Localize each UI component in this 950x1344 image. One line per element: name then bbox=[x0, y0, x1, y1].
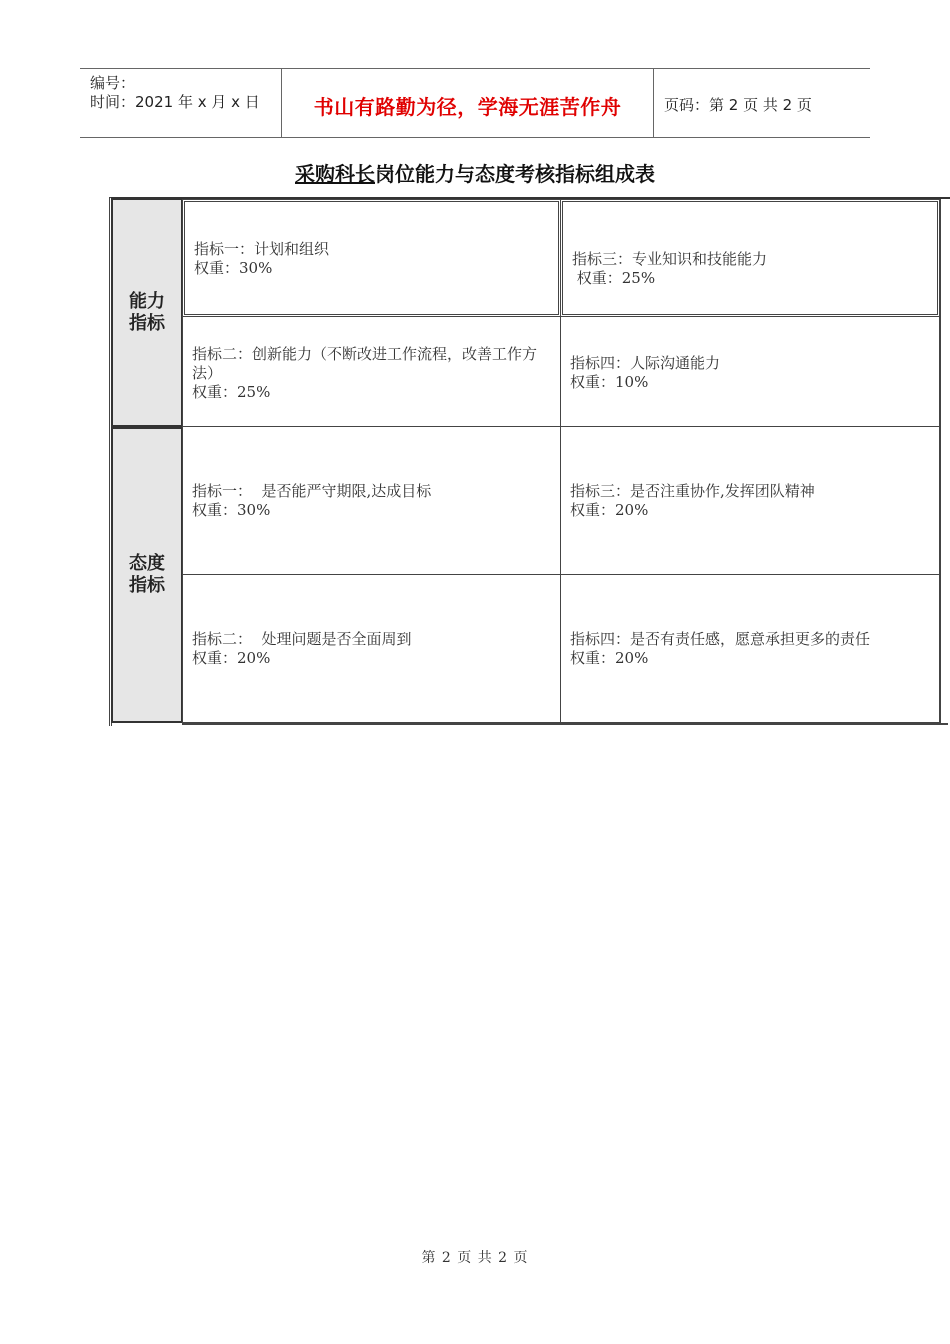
indicator-weight: 权重：10% bbox=[570, 373, 649, 391]
page-title bbox=[0, 158, 950, 187]
date-line: 时间：2021 年 x 月 x 日 bbox=[90, 93, 260, 111]
page-footer: 第 2 页 共 2 页 bbox=[421, 1250, 529, 1266]
indicator-cell bbox=[560, 316, 940, 427]
indicator-weight: 权重：25% bbox=[572, 269, 656, 287]
indicator-cell bbox=[560, 574, 940, 723]
indicator-weight: 权重：20% bbox=[570, 649, 649, 667]
motto-text: 书山有路勤为径，学海无涯苦作舟 bbox=[313, 95, 622, 119]
indicator-weight: 权重：25% bbox=[192, 383, 271, 401]
indicator-name: 指标一：计划和组织 bbox=[194, 240, 330, 258]
title-position: 采购科长 bbox=[295, 162, 375, 186]
indicator-cell bbox=[182, 316, 561, 427]
table-bottom-edge bbox=[182, 723, 948, 725]
page-code: 页码：第 2 页 共 2 页 bbox=[664, 96, 812, 114]
indicator-cell bbox=[182, 574, 561, 723]
indicator-name: 指标三：是否注重协作,发挥团队精神 bbox=[570, 482, 815, 500]
indicator-name: 指标四：是否有责任感，愿意承担更多的责任 bbox=[570, 630, 871, 648]
indicator-weight: 权重：30% bbox=[194, 259, 273, 277]
indicator-weight: 权重：20% bbox=[570, 501, 649, 519]
indicator-cell bbox=[560, 199, 940, 317]
section-label-text: 态度 指标 bbox=[129, 553, 165, 596]
indicator-weight: 权重：20% bbox=[192, 649, 271, 667]
title-rest: 岗位能力与态度考核指标组成表 bbox=[375, 162, 655, 186]
section-label-ability bbox=[111, 198, 183, 427]
header-page-cell bbox=[654, 69, 870, 137]
number-label: 编号： bbox=[90, 74, 136, 92]
header-meta-cell bbox=[80, 69, 282, 137]
indicator-name: 指标二：创新能力（不断改进工作流程，改善工作方法） bbox=[192, 345, 538, 382]
section-label-text: 能力 指标 bbox=[129, 290, 165, 334]
indicator-cell bbox=[560, 426, 940, 575]
section-label-attitude bbox=[111, 427, 183, 723]
table-right-edge bbox=[939, 199, 949, 724]
indicator-cell bbox=[182, 199, 561, 317]
indicator-name: 指标三：专业知识和技能能力 bbox=[572, 250, 768, 268]
indicator-name: 指标四：人际沟通能力 bbox=[570, 354, 721, 372]
header-motto-cell bbox=[282, 69, 654, 137]
indicator-name: 指标一： 是否能严守期限,达成目标 bbox=[192, 482, 432, 500]
indicator-weight: 权重：30% bbox=[192, 501, 271, 519]
indicator-name: 指标二： 处理问题是否全面周到 bbox=[192, 630, 412, 648]
document-header bbox=[80, 68, 870, 138]
indicator-cell bbox=[182, 426, 561, 575]
